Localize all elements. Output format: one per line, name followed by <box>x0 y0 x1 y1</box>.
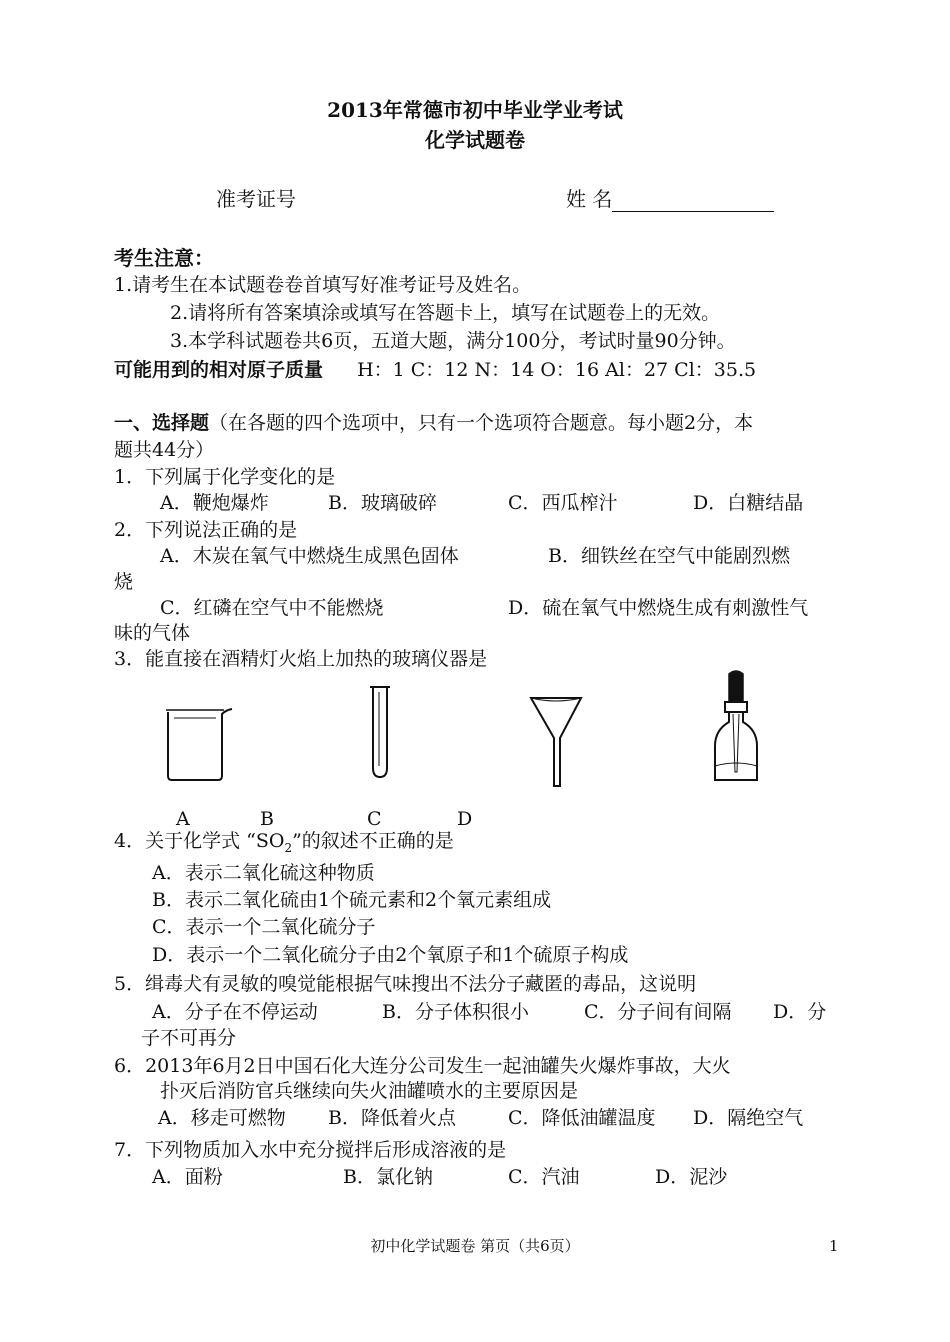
q7-stem: 7．下列物质加入水中充分搅拌后形成溶液的是 <box>114 1139 507 1161</box>
q1-option-b[interactable]: B．玻璃破碎 <box>328 492 437 514</box>
q3-stem: 3．能直接在酒精灯火焰上加热的玻璃仪器是 <box>114 648 488 670</box>
notice-heading: 考生注意： <box>114 246 214 270</box>
page-title: 2013年常德市初中毕业学业考试 <box>327 98 623 122</box>
q3-label-d[interactable]: D <box>457 808 473 830</box>
q5-option-c[interactable]: C．分子间有间隔 <box>584 1001 732 1023</box>
section1-line1 <box>114 410 753 436</box>
q5-option-d[interactable]: D．分 <box>773 1001 827 1023</box>
dropper-bottle-icon <box>705 668 767 788</box>
page-footer: 初中化学试题卷 第页（共6页） <box>370 1237 580 1255</box>
atomic-mass-values: H：1 C：12 N：14 O：16 Al：27 Cl：35.5 <box>357 359 757 381</box>
notice-item-1: 1.请考生在本试题卷卷首填写好准考证号及姓名。 <box>114 274 532 296</box>
q5-option-a[interactable]: A．分子在不停运动 <box>152 1001 318 1023</box>
name-blank[interactable] <box>612 191 774 212</box>
q1-option-a[interactable]: A．鞭炮爆炸 <box>160 492 269 514</box>
q6-option-b[interactable]: B．降低着火点 <box>328 1107 456 1129</box>
q6-option-d[interactable]: D．隔绝空气 <box>693 1107 804 1129</box>
q7-option-c[interactable]: C．汽油 <box>508 1166 580 1188</box>
section1-desc-cont: 题共44分） <box>114 439 215 461</box>
funnel-icon <box>525 690 587 790</box>
q7-option-d[interactable]: D．泥沙 <box>655 1166 728 1188</box>
q1-option-c[interactable]: C．西瓜榨汁 <box>508 492 618 514</box>
q1-stem: 1．下列属于化学变化的是 <box>114 466 336 488</box>
q4-stem: 4．关于化学式 “$SO_2$”的叙述不正确的是 <box>114 830 454 855</box>
atomic-mass-label: 可能用到的相对原子质量 <box>114 359 324 381</box>
q5-option-b[interactable]: B．分子体积很小 <box>382 1001 529 1023</box>
q5-stem: 5．缉毒犬有灵敏的嗅觉能根据气味搜出不法分子藏匿的毒品，这说明 <box>114 973 697 995</box>
section1-desc: （在各题的四个选项中，只有一个选项符合题意。每小题2分，本 <box>209 412 754 434</box>
q2-option-b-cont: 烧 <box>114 571 134 593</box>
section1-heading: 一、选择题 <box>114 412 210 434</box>
q3-label-c[interactable]: C <box>367 808 382 830</box>
name-field[interactable] <box>566 186 774 212</box>
q6-option-a[interactable]: A．移走可燃物 <box>158 1107 286 1129</box>
q4-option-d[interactable]: D．表示一个二氧化硫分子由2个氧原子和1个硫原子构成 <box>152 944 629 966</box>
q2-option-a[interactable]: A．木炭在氧气中燃烧生成黑色固体 <box>160 545 459 567</box>
q7-option-a[interactable]: A．面粉 <box>152 1166 223 1188</box>
notice-item-2: 2.请将所有答案填涂或填写在答题卡上，填写在试题卷上的无效。 <box>170 302 721 324</box>
q2-option-b[interactable]: B．细铁丝在空气中能剧烈燃 <box>548 545 790 567</box>
q6-stem: 6．2013年6月2日中国石化大连分公司发生一起油罐失火爆炸事故，大火 <box>114 1055 731 1077</box>
exam-id-label: 准考证号 <box>216 187 296 211</box>
q4-option-c[interactable]: C．表示一个二氧化硫分子 <box>152 916 376 938</box>
q2-stem: 2．下列说法正确的是 <box>114 519 298 541</box>
atomic-mass-line <box>114 357 756 383</box>
q1-option-d[interactable]: D．白糖结晶 <box>693 492 804 514</box>
q4-option-a[interactable]: A．表示二氧化硫这种物质 <box>152 862 375 884</box>
q7-option-b[interactable]: B．氯化钠 <box>343 1166 433 1188</box>
q2-option-d[interactable]: D．硫在氧气中燃烧生成有刺激性气 <box>508 597 809 619</box>
q5-option-d-cont: 子不可再分 <box>141 1027 237 1049</box>
q2-option-d-cont: 味的气体 <box>114 622 191 644</box>
q2-option-c[interactable]: C．红磷在空气中不能燃烧 <box>160 597 384 619</box>
notice-item-3: 3.本学科试题卷共6页，五道大题，满分100分，考试时量90分钟。 <box>170 330 736 352</box>
q3-label-a[interactable]: A <box>176 808 190 830</box>
name-label: 姓 名 <box>566 187 613 211</box>
beaker-icon <box>160 700 240 785</box>
q3-label-b[interactable]: B <box>260 808 274 830</box>
page-number: 1 <box>829 1237 839 1255</box>
page-subtitle: 化学试题卷 <box>425 128 525 152</box>
q6-stem-cont: 扑灭后消防官兵继续向失火油罐喷水的主要原因是 <box>160 1080 579 1102</box>
test-tube-icon <box>365 684 395 780</box>
q4-option-b[interactable]: B．表示二氧化硫由1个硫元素和2个氧元素组成 <box>152 889 552 911</box>
q6-option-c[interactable]: C．降低油罐温度 <box>508 1107 656 1129</box>
